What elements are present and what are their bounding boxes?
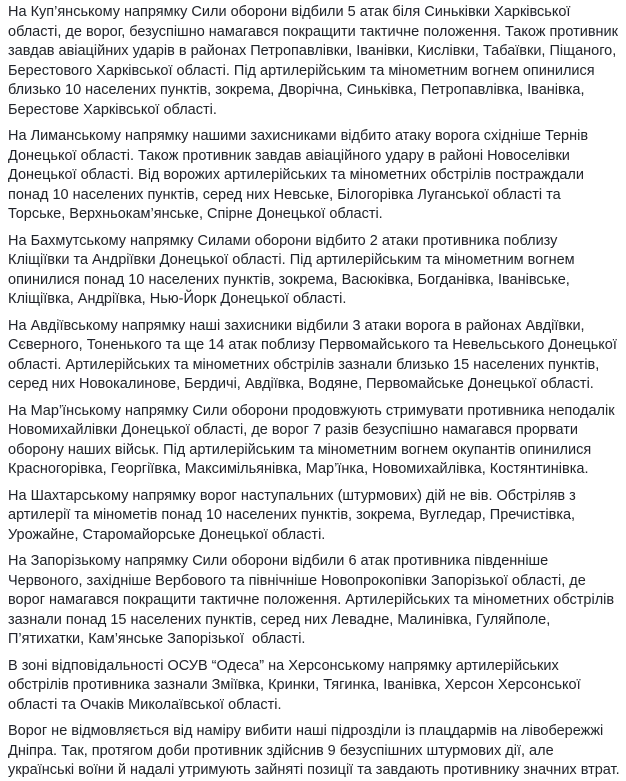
- report-paragraph-shakhtarsk: На Шахтарському напрямку ворог наступальних (штурмових) дій не вів. Обстріляв з артилерії та мінометів понад 10 населених пунктів, зокрема, Вугледар, Пречистівка, Урожайне, Старомайорське Донецької області.: [8, 487, 580, 543]
- report-paragraph-avdiivka: На Авдіївському напрямку наші захисники відбили 3 атаки ворога в районах Авдіївки, Сєверного, Тоненького та ще 14 атак поблизу Первомайського та Невельського Донецької області. Артилерійських та мінометних обстрілів зазнали близько 15 населених пунктів, серед них Новокалинове, Бердичі, Авдіївка, Водяне, Первомайське Донецької області.: [8, 317, 621, 392]
- report-paragraph-kherson: В зоні відповідальності ОСУВ “Одеса” на Херсонському напрямку артилерійських обстрілів противника зазнали Зміївка, Кринки, Тягинка, Іванівка, Херсон Херсонської області та Очаків Миколаївської області.: [8, 657, 585, 713]
- report-paragraph-marinka: На Мар’їнському напрямку Сили оборони продовжують стримувати противника неподалік Новомихайлівки Донецької області, де ворог 7 разів безуспішно намагався прорвати оборону наших військ. Під артилерійським та мінометним вогнем окупантів опинилися Красногорівка, Георгіївка, Максимільянівка, Мар’їнка, Новомихайлівка, Костянтинівка.: [8, 402, 619, 477]
- report-paragraph-dnipro: Ворог не відмовляється від наміру вибити наші підрозділи із плацдармів на лівобережжі Дніпра. Так, протягом доби противник здійснив 9 безуспішних штурмових дії, але українські воїни й надалі утримують зайняті позиції та завдають противнику значних втрат.: [8, 723, 620, 778]
- report-paragraph-bakhmut: На Бахмутському напрямку Силами оборони відбито 2 атаки противника поблизу Кліщіївки та Андріївки Донецької області. Під артилерійським та мінометним вогнем опинилися понад 10 населених пунктів, зокрема, Васюківка, Богданівка, Іванівське, Кліщіївка, Андріївка, Нью-Йорк Донецької області.: [8, 232, 579, 307]
- report-paragraph-zaporizhzhia: На Запорізькому напрямку Сили оборони відбили 6 атак противника південніше Червоного, західніше Вербового та північніше Новопрокопівки Запорізької області, де ворог намагався покращити тактичне положення. Артилерійських та мінометних обстрілів зазнали понад 15 населених пунктів, серед них Левадне, Малинівка, Гуляйполе, П’ятихатки, Кам’янське Запорізької області.: [8, 553, 619, 647]
- report-paragraph-kupiansk: На Куп’янському напрямку Сили оборони відбили 5 атак біля Синьківки Харківської області, де ворог, безуспішно намагався покращити тактичне положення. Також противник завдав авіаційних ударів в районах Петропавлівки, Іванівки, Кислівки, Табаївки, Піщаного, Берестового Харківської області. Під артилерійським та мінометним вогнем опинилися близько 10 населених пунктів, зокрема, Дворічна, Синьківка, Петропавлівка, Іванівка, Берестове Харківської області.: [8, 4, 623, 118]
- report-paragraph-lyman: На Лиманському напрямку нашими захисниками відбито атаку ворога східніше Тернів Донецької області. Також противник завдав авіаційного удару в районі Новоселівки Донецької області. Від ворожих артилерійських та мінометних обстрілів постраждали понад 10 населених пунктів, серед них Невське, Білогорівка Луганської області та Торське, Верхньокам’янське, Спірне Донецької області.: [8, 128, 593, 222]
